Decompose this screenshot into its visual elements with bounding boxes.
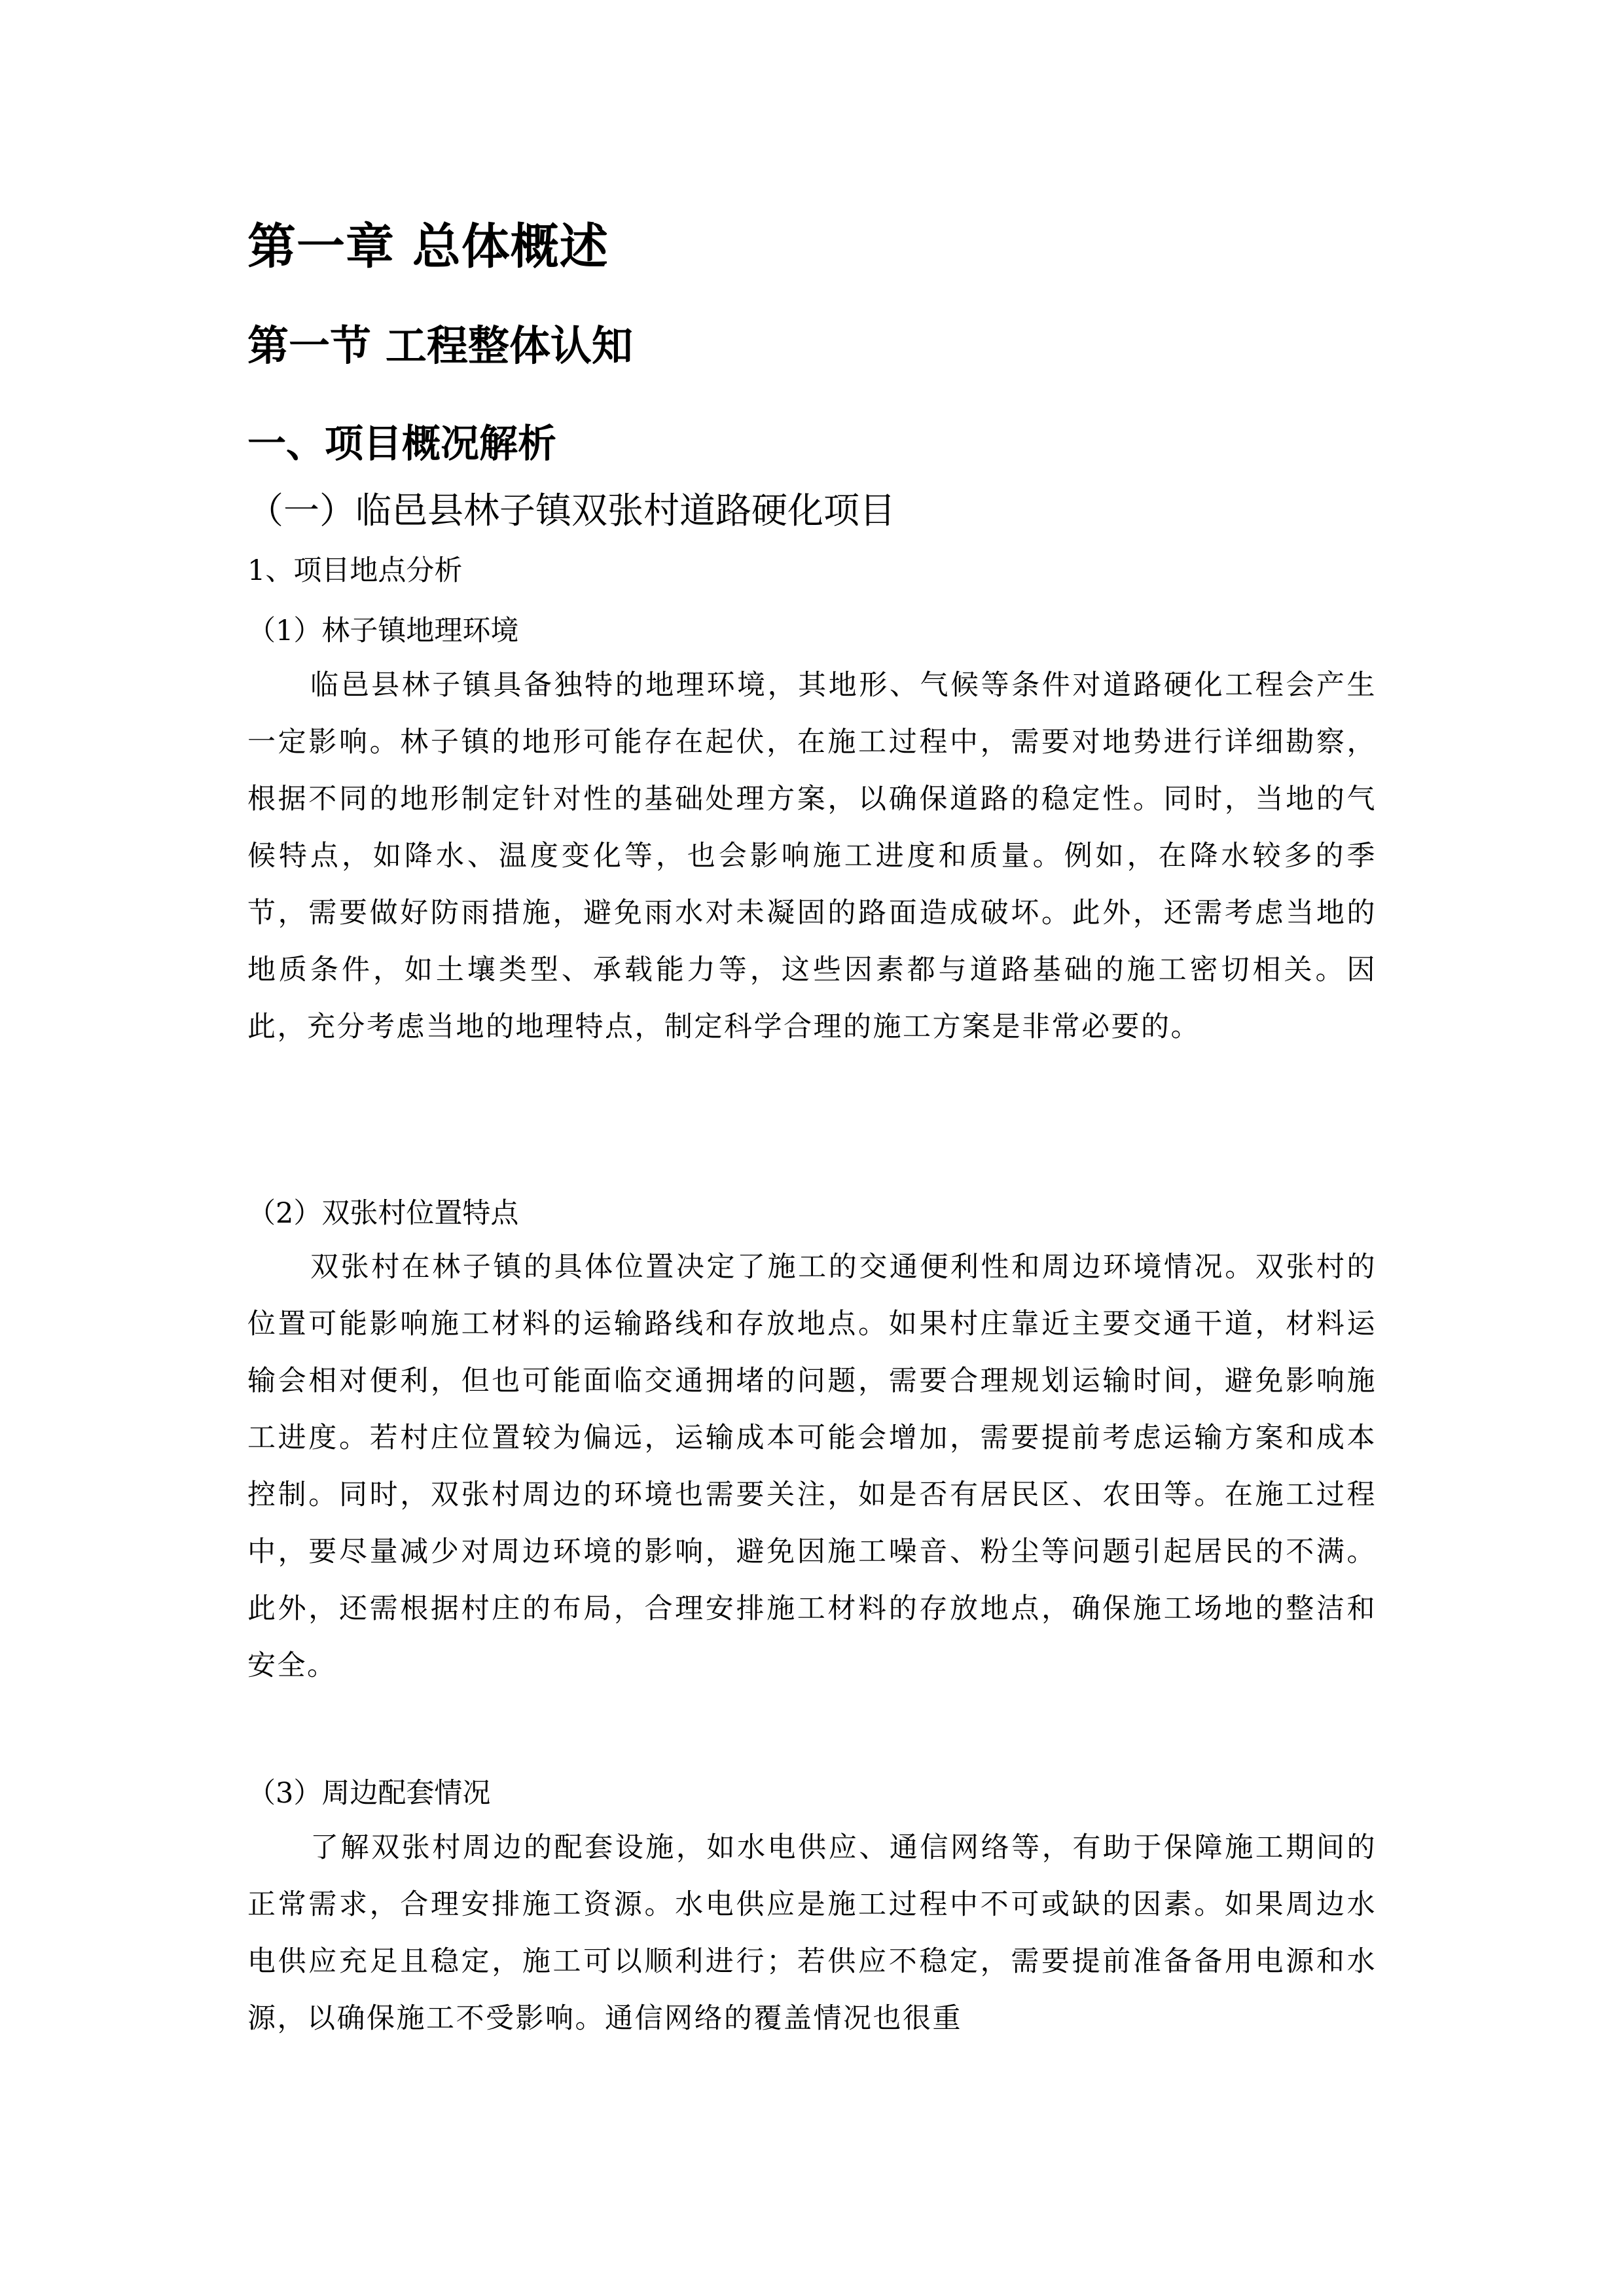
part-title: 一、项目概况解析 <box>247 421 557 466</box>
subsection-heading-facilities: （3）周边配套情况 <box>247 1777 491 1810</box>
paragraph-geography: 临邑县林子镇具备独特的地理环境，其地形、气候等条件对道路硬化工程会产生一定影响。林子镇的地形可能存在起伏，在施工过程中，需要对地势进行详细勘察，根据不同的地形制定针对性的基础处理方案，以确保道路的稳定性。同时，当地的气候特点，如降水、温度变化等，也会影响施工进度和质量。例如，在降水较多的季节，需要做好防雨措施，避免雨水对未凝固的路面造成破坏。此外，还需考虑当地的地质条件，如土壤类型、承载能力等，这些因素都与道路基础的施工密切相关。因此，充分考虑当地的地理特点，制定科学合理的施工方案是非常必要的。 <box>247 669 1377 1043</box>
subsection-heading-geography: （1）林子镇地理环境 <box>247 615 519 647</box>
paragraph-facilities: 了解双张村周边的配套设施，如水电供应、通信网络等，有助于保障施工期间的正常需求，合理安排施工资源。水电供应是施工过程中不可或缺的因素。如果周边水电供应充足且稳定，施工可以顺利进行；若供应不稳定，需要提前准备备用电源和水源，以确保施工不受影响。通信网络的覆盖情况也很重 <box>247 1831 1377 2035</box>
item-title: 1、项目地点分析 <box>247 554 463 587</box>
paragraph-location: 双张村在林子镇的具体位置决定了施工的交通便利性和周边环境情况。双张村的位置可能影响施工材料的运输路线和存放地点。如果村庄靠近主要交通干道，材料运输会相对便利，但也可能面临交通拥堵的问题，需要合理规划运输时间，避免影响施工进度。若村庄位置较为偏远，运输成本可能会增加，需要提前考虑运输方案和成本控制。同时，双张村周边的环境也需要关注，如是否有居民区、农田等。在施工过程中，要尽量减少对周边环境的影响，避免因施工噪音、粉尘等问题引起居民的不满。此外，还需根据村庄的布局，合理安排施工材料的存放地点，确保施工场地的整洁和安全。 <box>247 1251 1377 1682</box>
section-title: 第一节 工程整体认知 <box>247 321 633 370</box>
project-title: （一）临邑县林子镇双张村道路硬化项目 <box>247 490 896 531</box>
chapter-title: 第一章 总体概述 <box>247 219 609 275</box>
subsection-heading-location: （2）双张村位置特点 <box>247 1197 519 1230</box>
